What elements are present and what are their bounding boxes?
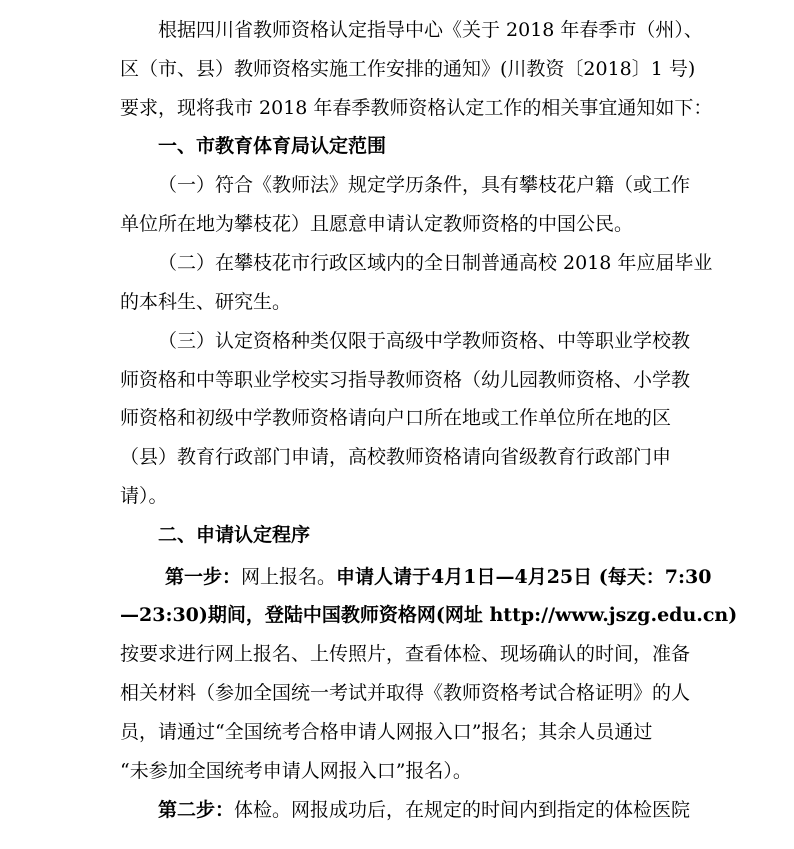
step2-label: 第二步： bbox=[158, 799, 235, 821]
paragraph-line: 师资格和初级中学教师资格请向户口所在地或工作单位所在地的区 bbox=[120, 407, 672, 429]
step1-label: 第一步： bbox=[165, 566, 242, 588]
step1-line-2: —23:30)期间，登陆中国教师资格网(网址 http://www.jszg.edu.cn) bbox=[120, 604, 738, 626]
section-heading: 二、申请认定程序 bbox=[158, 524, 311, 546]
step2-line bbox=[158, 798, 690, 822]
step1-bold-text: 申请人请于4月1日—4月25日 (每天：7:30 bbox=[336, 566, 712, 588]
paragraph-line: 要求，现将我市 2018 年春季教师资格认定工作的相关事宜通知如下： bbox=[120, 97, 713, 119]
paragraph-line: 请）。 bbox=[120, 485, 168, 507]
step1-line bbox=[165, 565, 711, 589]
paragraph-line: （县）教育行政部门申请，高校教师资格请向省级教育行政部门申 bbox=[120, 446, 672, 468]
paragraph-line: （一）符合《教师法》规定学历条件，具有攀枝花户籍（或工作 bbox=[158, 174, 691, 196]
paragraph-line: 师资格和中等职业学校实习指导教师资格（幼儿园教师资格、小学教 bbox=[120, 369, 691, 391]
paragraph-line: 员，请通过“全国统考合格申请人网报入口”报名；其余人员通过 bbox=[120, 721, 653, 743]
step2-text: 体检。网报成功后，在规定的时间内到指定的体检医院 bbox=[234, 799, 691, 821]
paragraph-line: （三）认定资格种类仅限于高级中学教师资格、中等职业学校教 bbox=[158, 330, 691, 352]
paragraph-line: 单位所在地为攀枝花）且愿意申请认定教师资格的中国公民。 bbox=[120, 213, 634, 235]
paragraph-line: 的本科生、研究生。 bbox=[120, 291, 292, 313]
paragraph-line: 根据四川省教师资格认定指导中心《关于 2018 年春季市（州）、 bbox=[158, 19, 703, 41]
paragraph-line: “未参加全国统考申请人网报入口”报名）。 bbox=[120, 760, 472, 782]
section-heading: 一、市教育体育局认定范围 bbox=[158, 135, 387, 157]
paragraph-line: 按要求进行网上报名、上传照片，查看体检、现场确认的时间，准备 bbox=[120, 643, 691, 665]
step1-title: 网上报名。 bbox=[241, 566, 337, 588]
paragraph-line: 区（市、县）教师资格实施工作安排的通知》(川教资〔2018〕1 号) bbox=[120, 58, 696, 80]
paragraph-line: （二）在攀枝花市行政区域内的全日制普通高校 2018 年应届毕业 bbox=[158, 252, 713, 274]
paragraph-line: 相关材料（参加全国统一考试并取得《教师资格考试合格证明》的人 bbox=[120, 682, 691, 704]
